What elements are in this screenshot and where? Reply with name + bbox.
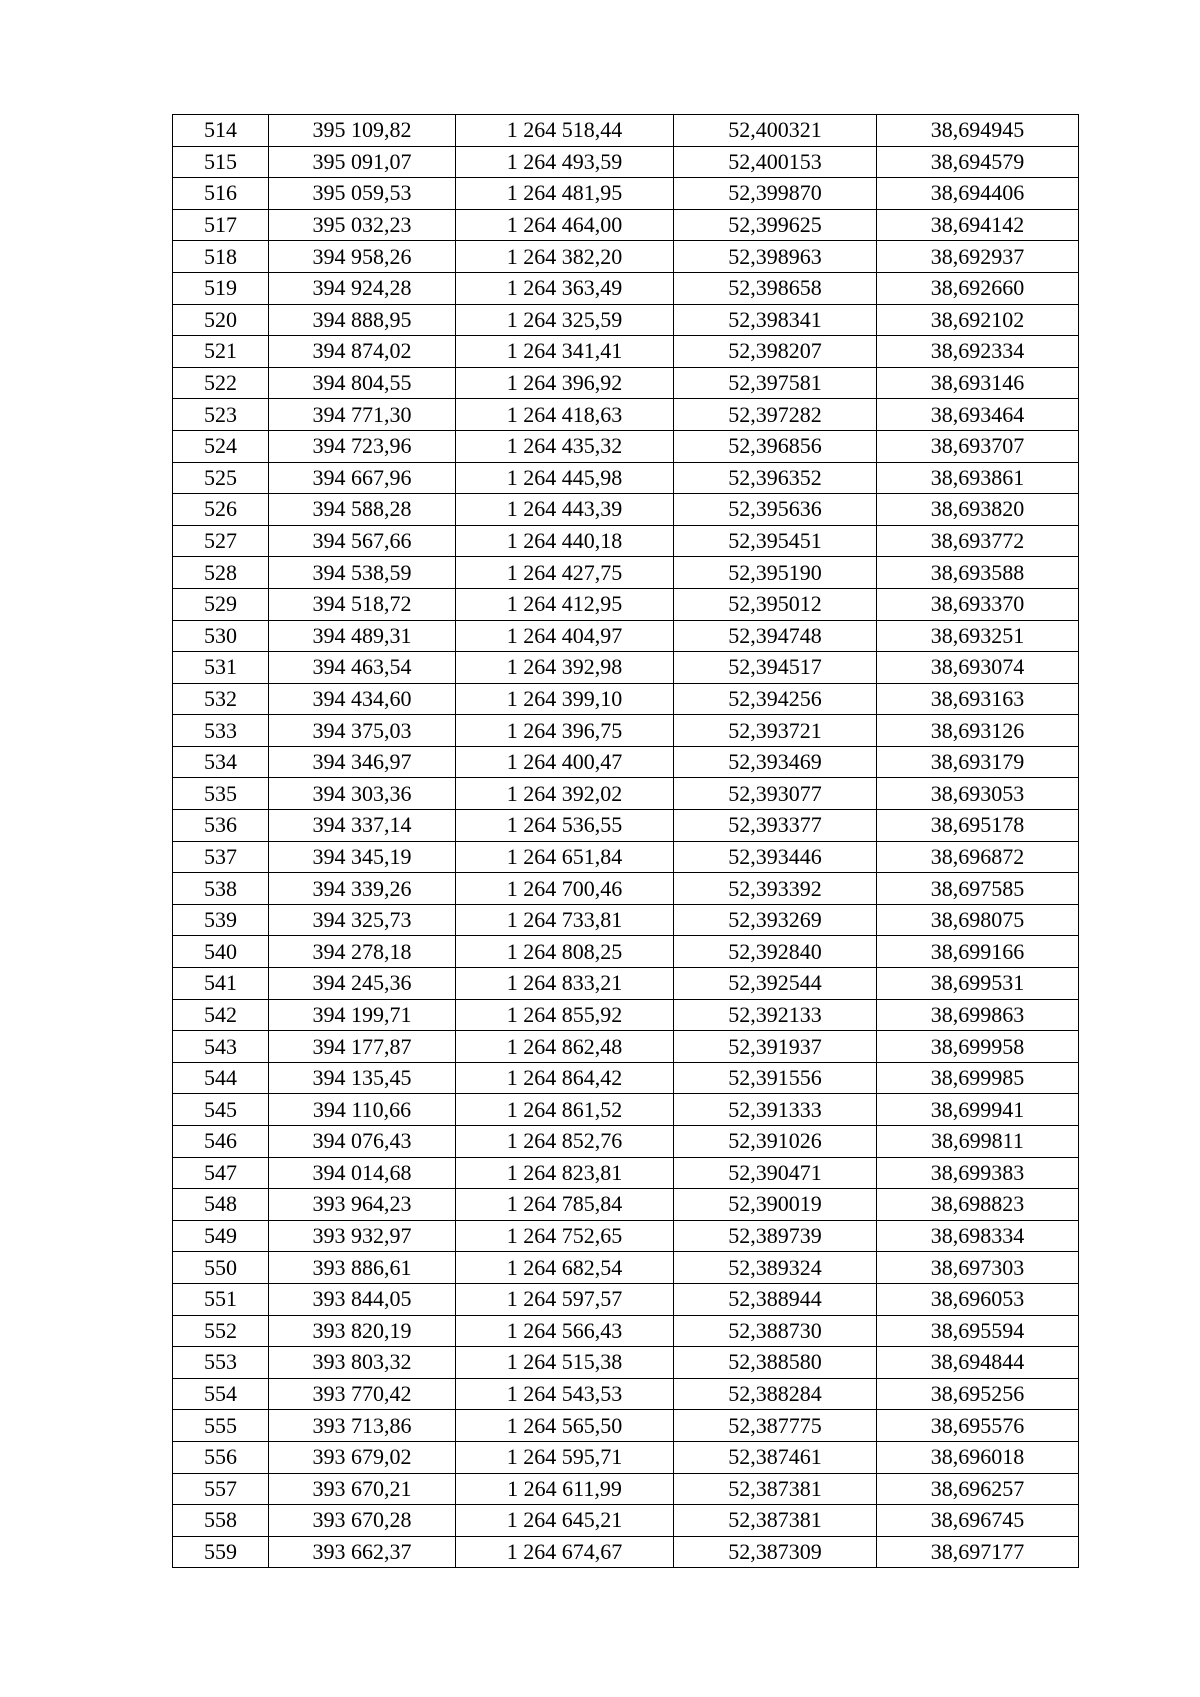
longitude-cell: 38,695178 [877,810,1079,842]
x-coordinate-cell: 393 886,61 [269,1252,456,1284]
y-coordinate-cell: 1 264 611,99 [456,1473,674,1505]
table-row [173,336,1079,368]
longitude-cell: 38,697585 [877,873,1079,905]
y-coordinate-cell: 1 264 700,46 [456,873,674,905]
latitude-cell: 52,398963 [674,241,877,273]
latitude-cell: 52,399625 [674,209,877,241]
x-coordinate-cell: 394 518,72 [269,588,456,620]
point-number-cell: 555 [173,1410,269,1442]
table-row [173,778,1079,810]
latitude-cell: 52,388944 [674,1283,877,1315]
table-row [173,304,1079,336]
x-coordinate-cell: 394 667,96 [269,462,456,494]
x-coordinate-cell: 394 375,03 [269,715,456,747]
table-row [173,683,1079,715]
table-row [173,399,1079,431]
x-coordinate-cell: 393 670,28 [269,1505,456,1537]
latitude-cell: 52,390019 [674,1189,877,1221]
longitude-cell: 38,694406 [877,178,1079,210]
point-number-cell: 519 [173,272,269,304]
x-coordinate-cell: 393 803,32 [269,1347,456,1379]
table-row [173,1347,1079,1379]
y-coordinate-cell: 1 264 341,41 [456,336,674,368]
longitude-cell: 38,695576 [877,1410,1079,1442]
longitude-cell: 38,694142 [877,209,1079,241]
longitude-cell: 38,697177 [877,1536,1079,1568]
latitude-cell: 52,400321 [674,115,877,147]
point-number-cell: 553 [173,1347,269,1379]
x-coordinate-cell: 394 888,95 [269,304,456,336]
y-coordinate-cell: 1 264 481,95 [456,178,674,210]
x-coordinate-cell: 393 770,42 [269,1378,456,1410]
point-number-cell: 543 [173,1031,269,1063]
longitude-cell: 38,698334 [877,1220,1079,1252]
latitude-cell: 52,387309 [674,1536,877,1568]
x-coordinate-cell: 394 567,66 [269,525,456,557]
x-coordinate-cell: 394 588,28 [269,494,456,526]
y-coordinate-cell: 1 264 565,50 [456,1410,674,1442]
y-coordinate-cell: 1 264 493,59 [456,146,674,178]
latitude-cell: 52,392133 [674,999,877,1031]
x-coordinate-cell: 395 091,07 [269,146,456,178]
longitude-cell: 38,693861 [877,462,1079,494]
point-number-cell: 538 [173,873,269,905]
table-row [173,1220,1079,1252]
y-coordinate-cell: 1 264 752,65 [456,1220,674,1252]
x-coordinate-cell: 394 723,96 [269,430,456,462]
x-coordinate-cell: 393 679,02 [269,1441,456,1473]
table-row [173,810,1079,842]
y-coordinate-cell: 1 264 443,39 [456,494,674,526]
x-coordinate-cell: 394 346,97 [269,746,456,778]
point-number-cell: 527 [173,525,269,557]
point-number-cell: 540 [173,936,269,968]
y-coordinate-cell: 1 264 515,38 [456,1347,674,1379]
point-number-cell: 529 [173,588,269,620]
x-coordinate-cell: 394 489,31 [269,620,456,652]
latitude-cell: 52,387461 [674,1441,877,1473]
y-coordinate-cell: 1 264 400,47 [456,746,674,778]
longitude-cell: 38,699531 [877,968,1079,1000]
y-coordinate-cell: 1 264 418,63 [456,399,674,431]
coordinates-table [172,114,1079,1568]
y-coordinate-cell: 1 264 864,42 [456,1062,674,1094]
table-row [173,1536,1079,1568]
longitude-cell: 38,699985 [877,1062,1079,1094]
latitude-cell: 52,396856 [674,430,877,462]
point-number-cell: 554 [173,1378,269,1410]
point-number-cell: 541 [173,968,269,1000]
x-coordinate-cell: 393 670,21 [269,1473,456,1505]
x-coordinate-cell: 394 177,87 [269,1031,456,1063]
table-row [173,1126,1079,1158]
y-coordinate-cell: 1 264 404,97 [456,620,674,652]
y-coordinate-cell: 1 264 597,57 [456,1283,674,1315]
table-row [173,1473,1079,1505]
longitude-cell: 38,693053 [877,778,1079,810]
longitude-cell: 38,692660 [877,272,1079,304]
y-coordinate-cell: 1 264 427,75 [456,557,674,589]
point-number-cell: 542 [173,999,269,1031]
y-coordinate-cell: 1 264 396,92 [456,367,674,399]
table-row [173,1283,1079,1315]
table-row [173,1031,1079,1063]
point-number-cell: 531 [173,652,269,684]
longitude-cell: 38,693163 [877,683,1079,715]
point-number-cell: 537 [173,841,269,873]
latitude-cell: 52,389739 [674,1220,877,1252]
table-row [173,494,1079,526]
y-coordinate-cell: 1 264 852,76 [456,1126,674,1158]
x-coordinate-cell: 394 076,43 [269,1126,456,1158]
point-number-cell: 536 [173,810,269,842]
y-coordinate-cell: 1 264 445,98 [456,462,674,494]
x-coordinate-cell: 393 713,86 [269,1410,456,1442]
x-coordinate-cell: 394 771,30 [269,399,456,431]
latitude-cell: 52,400153 [674,146,877,178]
longitude-cell: 38,693370 [877,588,1079,620]
table-row [173,115,1079,147]
latitude-cell: 52,393077 [674,778,877,810]
x-coordinate-cell: 394 199,71 [269,999,456,1031]
latitude-cell: 52,391556 [674,1062,877,1094]
point-number-cell: 525 [173,462,269,494]
point-number-cell: 528 [173,557,269,589]
longitude-cell: 38,695594 [877,1315,1079,1347]
longitude-cell: 38,695256 [877,1378,1079,1410]
x-coordinate-cell: 394 804,55 [269,367,456,399]
latitude-cell: 52,388580 [674,1347,877,1379]
table-row [173,557,1079,589]
y-coordinate-cell: 1 264 645,21 [456,1505,674,1537]
latitude-cell: 52,397581 [674,367,877,399]
y-coordinate-cell: 1 264 464,00 [456,209,674,241]
table-row [173,1410,1079,1442]
longitude-cell: 38,693820 [877,494,1079,526]
y-coordinate-cell: 1 264 651,84 [456,841,674,873]
table-row [173,367,1079,399]
point-number-cell: 557 [173,1473,269,1505]
latitude-cell: 52,387381 [674,1505,877,1537]
latitude-cell: 52,398341 [674,304,877,336]
y-coordinate-cell: 1 264 396,75 [456,715,674,747]
y-coordinate-cell: 1 264 440,18 [456,525,674,557]
longitude-cell: 38,699863 [877,999,1079,1031]
longitude-cell: 38,698823 [877,1189,1079,1221]
point-number-cell: 521 [173,336,269,368]
x-coordinate-cell: 394 135,45 [269,1062,456,1094]
table-row [173,968,1079,1000]
x-coordinate-cell: 394 924,28 [269,272,456,304]
latitude-cell: 52,389324 [674,1252,877,1284]
table-row [173,178,1079,210]
x-coordinate-cell: 394 958,26 [269,241,456,273]
longitude-cell: 38,696257 [877,1473,1079,1505]
coordinates-table-body [173,115,1079,1568]
x-coordinate-cell: 394 245,36 [269,968,456,1000]
latitude-cell: 52,395636 [674,494,877,526]
table-row [173,715,1079,747]
longitude-cell: 38,694945 [877,115,1079,147]
table-row [173,999,1079,1031]
x-coordinate-cell: 394 874,02 [269,336,456,368]
point-number-cell: 552 [173,1315,269,1347]
table-row [173,936,1079,968]
y-coordinate-cell: 1 264 566,43 [456,1315,674,1347]
table-row [173,841,1079,873]
longitude-cell: 38,696745 [877,1505,1079,1537]
table-row [173,525,1079,557]
y-coordinate-cell: 1 264 733,81 [456,904,674,936]
latitude-cell: 52,393392 [674,873,877,905]
table-row [173,1505,1079,1537]
point-number-cell: 545 [173,1094,269,1126]
y-coordinate-cell: 1 264 435,32 [456,430,674,462]
longitude-cell: 38,699383 [877,1157,1079,1189]
table-row [173,146,1079,178]
y-coordinate-cell: 1 264 674,67 [456,1536,674,1568]
table-row [173,1378,1079,1410]
latitude-cell: 52,393469 [674,746,877,778]
longitude-cell: 38,693074 [877,652,1079,684]
table-row [173,1315,1079,1347]
longitude-cell: 38,693126 [877,715,1079,747]
point-number-cell: 520 [173,304,269,336]
point-number-cell: 556 [173,1441,269,1473]
longitude-cell: 38,693464 [877,399,1079,431]
latitude-cell: 52,388284 [674,1378,877,1410]
point-number-cell: 523 [173,399,269,431]
latitude-cell: 52,393721 [674,715,877,747]
latitude-cell: 52,399870 [674,178,877,210]
table-row [173,1157,1079,1189]
point-number-cell: 516 [173,178,269,210]
y-coordinate-cell: 1 264 325,59 [456,304,674,336]
longitude-cell: 38,693772 [877,525,1079,557]
x-coordinate-cell: 395 059,53 [269,178,456,210]
latitude-cell: 52,391333 [674,1094,877,1126]
latitude-cell: 52,395451 [674,525,877,557]
y-coordinate-cell: 1 264 855,92 [456,999,674,1031]
point-number-cell: 546 [173,1126,269,1158]
x-coordinate-cell: 394 337,14 [269,810,456,842]
latitude-cell: 52,391026 [674,1126,877,1158]
longitude-cell: 38,692937 [877,241,1079,273]
table-row [173,652,1079,684]
latitude-cell: 52,397282 [674,399,877,431]
latitude-cell: 52,394517 [674,652,877,684]
y-coordinate-cell: 1 264 785,84 [456,1189,674,1221]
latitude-cell: 52,392840 [674,936,877,968]
longitude-cell: 38,699811 [877,1126,1079,1158]
point-number-cell: 534 [173,746,269,778]
longitude-cell: 38,693707 [877,430,1079,462]
latitude-cell: 52,391937 [674,1031,877,1063]
table-row [173,620,1079,652]
latitude-cell: 52,396352 [674,462,877,494]
y-coordinate-cell: 1 264 412,95 [456,588,674,620]
longitude-cell: 38,696018 [877,1441,1079,1473]
table-row [173,873,1079,905]
latitude-cell: 52,394748 [674,620,877,652]
longitude-cell: 38,693251 [877,620,1079,652]
point-number-cell: 550 [173,1252,269,1284]
y-coordinate-cell: 1 264 392,98 [456,652,674,684]
point-number-cell: 533 [173,715,269,747]
point-number-cell: 515 [173,146,269,178]
point-number-cell: 524 [173,430,269,462]
latitude-cell: 52,387775 [674,1410,877,1442]
point-number-cell: 559 [173,1536,269,1568]
x-coordinate-cell: 395 109,82 [269,115,456,147]
y-coordinate-cell: 1 264 682,54 [456,1252,674,1284]
x-coordinate-cell: 393 662,37 [269,1536,456,1568]
longitude-cell: 38,693146 [877,367,1079,399]
latitude-cell: 52,394256 [674,683,877,715]
longitude-cell: 38,696872 [877,841,1079,873]
point-number-cell: 535 [173,778,269,810]
latitude-cell: 52,398207 [674,336,877,368]
point-number-cell: 518 [173,241,269,273]
x-coordinate-cell: 394 434,60 [269,683,456,715]
y-coordinate-cell: 1 264 382,20 [456,241,674,273]
table-row [173,1094,1079,1126]
point-number-cell: 514 [173,115,269,147]
x-coordinate-cell: 394 538,59 [269,557,456,589]
y-coordinate-cell: 1 264 392,02 [456,778,674,810]
y-coordinate-cell: 1 264 861,52 [456,1094,674,1126]
point-number-cell: 530 [173,620,269,652]
latitude-cell: 52,395012 [674,588,877,620]
table-row [173,430,1079,462]
longitude-cell: 38,693179 [877,746,1079,778]
latitude-cell: 52,393377 [674,810,877,842]
table-row [173,1252,1079,1284]
point-number-cell: 548 [173,1189,269,1221]
table-row [173,241,1079,273]
y-coordinate-cell: 1 264 862,48 [456,1031,674,1063]
table-row [173,1441,1079,1473]
y-coordinate-cell: 1 264 823,81 [456,1157,674,1189]
point-number-cell: 522 [173,367,269,399]
x-coordinate-cell: 393 964,23 [269,1189,456,1221]
x-coordinate-cell: 394 345,19 [269,841,456,873]
point-number-cell: 532 [173,683,269,715]
point-number-cell: 544 [173,1062,269,1094]
table-row [173,209,1079,241]
longitude-cell: 38,692102 [877,304,1079,336]
y-coordinate-cell: 1 264 808,25 [456,936,674,968]
y-coordinate-cell: 1 264 543,53 [456,1378,674,1410]
longitude-cell: 38,693588 [877,557,1079,589]
latitude-cell: 52,390471 [674,1157,877,1189]
x-coordinate-cell: 394 014,68 [269,1157,456,1189]
table-row [173,462,1079,494]
x-coordinate-cell: 395 032,23 [269,209,456,241]
latitude-cell: 52,393446 [674,841,877,873]
y-coordinate-cell: 1 264 833,21 [456,968,674,1000]
table-row [173,272,1079,304]
latitude-cell: 52,387381 [674,1473,877,1505]
x-coordinate-cell: 394 325,73 [269,904,456,936]
x-coordinate-cell: 394 278,18 [269,936,456,968]
x-coordinate-cell: 393 844,05 [269,1283,456,1315]
longitude-cell: 38,699166 [877,936,1079,968]
longitude-cell: 38,694844 [877,1347,1079,1379]
latitude-cell: 52,398658 [674,272,877,304]
y-coordinate-cell: 1 264 536,55 [456,810,674,842]
y-coordinate-cell: 1 264 363,49 [456,272,674,304]
longitude-cell: 38,696053 [877,1283,1079,1315]
x-coordinate-cell: 394 110,66 [269,1094,456,1126]
point-number-cell: 558 [173,1505,269,1537]
latitude-cell: 52,395190 [674,557,877,589]
point-number-cell: 547 [173,1157,269,1189]
longitude-cell: 38,698075 [877,904,1079,936]
table-row [173,1189,1079,1221]
longitude-cell: 38,694579 [877,146,1079,178]
latitude-cell: 52,393269 [674,904,877,936]
longitude-cell: 38,697303 [877,1252,1079,1284]
x-coordinate-cell: 393 820,19 [269,1315,456,1347]
point-number-cell: 539 [173,904,269,936]
y-coordinate-cell: 1 264 399,10 [456,683,674,715]
x-coordinate-cell: 393 932,97 [269,1220,456,1252]
latitude-cell: 52,388730 [674,1315,877,1347]
latitude-cell: 52,392544 [674,968,877,1000]
longitude-cell: 38,699941 [877,1094,1079,1126]
y-coordinate-cell: 1 264 595,71 [456,1441,674,1473]
table-row [173,904,1079,936]
x-coordinate-cell: 394 303,36 [269,778,456,810]
longitude-cell: 38,699958 [877,1031,1079,1063]
point-number-cell: 549 [173,1220,269,1252]
point-number-cell: 526 [173,494,269,526]
table-row [173,746,1079,778]
y-coordinate-cell: 1 264 518,44 [456,115,674,147]
longitude-cell: 38,692334 [877,336,1079,368]
x-coordinate-cell: 394 463,54 [269,652,456,684]
x-coordinate-cell: 394 339,26 [269,873,456,905]
point-number-cell: 551 [173,1283,269,1315]
table-row [173,1062,1079,1094]
point-number-cell: 517 [173,209,269,241]
table-row [173,588,1079,620]
